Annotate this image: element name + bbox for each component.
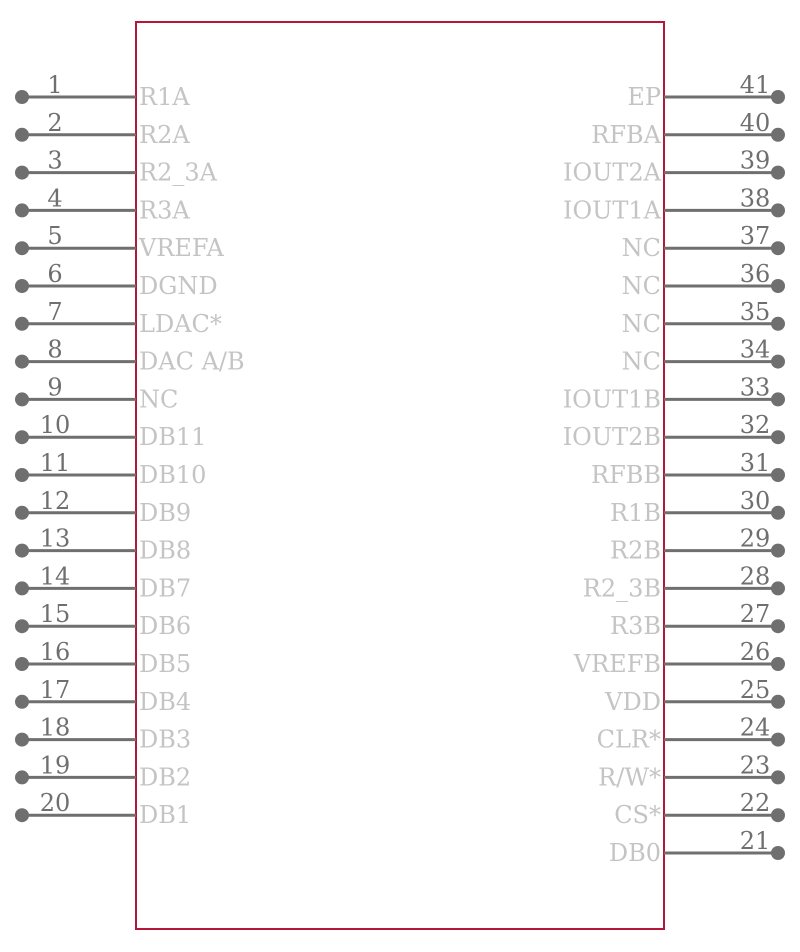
- pin-endpoint-dot: [771, 128, 785, 142]
- pin-endpoint-dot: [771, 430, 785, 444]
- pin-number: 14: [39, 562, 71, 591]
- pin-endpoint-dot: [771, 733, 785, 747]
- pin-name: R2B: [610, 536, 661, 565]
- pin-name: DB11: [139, 423, 207, 452]
- pin-endpoint-dot: [15, 241, 29, 255]
- pin-number: 18: [39, 713, 71, 742]
- pin-name: IOUT1B: [562, 385, 661, 414]
- pin-name: NC: [621, 347, 661, 376]
- pin-number: 13: [39, 524, 71, 553]
- pin-name: R1A: [139, 83, 190, 111]
- pin-endpoint-dot: [771, 468, 785, 482]
- pin-number: 31: [739, 449, 771, 477]
- pin-name: VREFB: [573, 650, 661, 678]
- pin-endpoint-dot: [771, 695, 785, 709]
- pin-number: 16: [39, 638, 71, 666]
- pin-endpoint-dot: [15, 619, 29, 633]
- pin-endpoint-dot: [15, 695, 29, 709]
- pin-number: 40: [739, 108, 771, 137]
- pin-endpoint-dot: [15, 279, 29, 293]
- pin-name: VREFA: [139, 234, 224, 263]
- pin-endpoint-dot: [771, 846, 785, 860]
- pin-name: IOUT2A: [563, 158, 661, 187]
- pin-endpoint-dot: [771, 770, 785, 784]
- pin-name: IOUT2B: [562, 423, 661, 452]
- pin-name: DB2: [139, 763, 192, 792]
- pin-endpoint-dot: [15, 392, 29, 406]
- pin-endpoint-dot: [771, 392, 785, 406]
- pin-endpoint-dot: [771, 279, 785, 293]
- pin-endpoint-dot: [771, 203, 785, 217]
- pin-name: NC: [621, 309, 661, 338]
- pin-name: VDD: [605, 687, 661, 716]
- pin-name: NC: [621, 272, 661, 300]
- pin-name: DB3: [139, 725, 192, 754]
- pin-number: 8: [47, 335, 63, 364]
- pin-name: RFBA: [591, 120, 661, 149]
- pin-number: 7: [47, 297, 63, 326]
- pin-number: 17: [39, 675, 71, 704]
- pin-endpoint-dot: [15, 770, 29, 784]
- pin-endpoint-dot: [15, 203, 29, 217]
- pin-number: 41: [739, 71, 771, 99]
- pin-number: 6: [47, 260, 63, 288]
- pin-number: 1: [47, 71, 63, 99]
- pin-name: R/W*: [598, 763, 661, 792]
- pin-endpoint-dot: [15, 166, 29, 180]
- pin-name: DGND: [139, 272, 218, 300]
- pin-endpoint-dot: [15, 90, 29, 104]
- pin-name: DB9: [139, 498, 192, 527]
- pin-number: 19: [39, 751, 71, 780]
- pin-endpoint-dot: [771, 657, 785, 671]
- pin-endpoint-dot: [15, 128, 29, 142]
- pin-name: EP: [627, 83, 661, 111]
- pin-name: R1B: [610, 498, 661, 527]
- pin-name: LDAC*: [139, 309, 222, 338]
- pin-endpoint-dot: [771, 166, 785, 180]
- pin-name: NC: [139, 385, 179, 414]
- pin-number: 25: [739, 675, 771, 704]
- pin-endpoint-dot: [15, 355, 29, 369]
- pin-endpoint-dot: [15, 468, 29, 482]
- pin-number: 4: [47, 184, 63, 213]
- pin-number: 36: [739, 260, 771, 288]
- pin-endpoint-dot: [771, 581, 785, 595]
- pin-endpoint-dot: [771, 619, 785, 633]
- pin-endpoint-dot: [771, 317, 785, 331]
- pin-name: DB4: [139, 687, 192, 716]
- pin-name: DB7: [139, 574, 192, 603]
- pin-endpoint-dot: [15, 733, 29, 747]
- pin-endpoint-dot: [771, 544, 785, 558]
- pin-name: DB8: [139, 536, 192, 565]
- pin-endpoint-dot: [771, 506, 785, 520]
- pin-endpoint-dot: [15, 317, 29, 331]
- pin-number: 21: [739, 827, 771, 855]
- pin-number: 12: [39, 486, 71, 515]
- pin-number: 32: [739, 411, 771, 440]
- pin-name: CLR*: [596, 725, 661, 754]
- pin-name: R2_3B: [582, 574, 661, 603]
- pin-number: 37: [739, 222, 771, 251]
- pin-number: 38: [739, 184, 771, 213]
- pin-number: 24: [739, 713, 771, 742]
- pin-endpoint-dot: [15, 430, 29, 444]
- pin-number: 2: [47, 108, 63, 137]
- pin-number: 3: [47, 146, 63, 175]
- pin-number: 30: [739, 486, 771, 515]
- pin-number: 10: [39, 411, 71, 440]
- pin-name: R2A: [139, 120, 190, 149]
- pin-name: DB0: [608, 839, 661, 867]
- pin-number: 27: [739, 600, 771, 629]
- pin-endpoint-dot: [15, 506, 29, 520]
- pin-name: R3A: [139, 196, 190, 225]
- pin-number: 26: [739, 638, 771, 666]
- pin-number: 22: [739, 789, 771, 818]
- pin-number: 35: [739, 297, 771, 326]
- pin-number: 11: [39, 449, 71, 477]
- pin-endpoint-dot: [771, 241, 785, 255]
- pin-endpoint-dot: [771, 355, 785, 369]
- pin-name: DAC A/B: [139, 347, 245, 376]
- pin-number: 20: [39, 789, 71, 818]
- pin-name: DB6: [139, 612, 192, 641]
- pin-endpoint-dot: [15, 657, 29, 671]
- pin-endpoint-dot: [771, 90, 785, 104]
- pin-endpoint-dot: [771, 808, 785, 822]
- pin-number: 9: [47, 373, 63, 402]
- pin-endpoint-dot: [15, 544, 29, 558]
- pin-number: 28: [739, 562, 771, 591]
- pin-name: DB1: [139, 801, 192, 830]
- pin-number: 23: [739, 751, 771, 780]
- pin-number: 34: [739, 335, 771, 364]
- pin-endpoint-dot: [15, 581, 29, 595]
- pin-name: RFBB: [591, 461, 661, 489]
- pin-name: R2_3A: [139, 158, 217, 187]
- pin-number: 5: [47, 222, 63, 251]
- pin-number: 33: [739, 373, 771, 402]
- pin-name: DB5: [139, 650, 192, 678]
- pin-name: NC: [621, 234, 661, 263]
- pin-name: IOUT1A: [563, 196, 661, 225]
- pin-number: 39: [739, 146, 771, 175]
- pin-name: DB10: [139, 461, 207, 489]
- pin-name: R3B: [610, 612, 661, 641]
- pin-number: 15: [39, 600, 71, 629]
- pin-endpoint-dot: [15, 808, 29, 822]
- pin-name: CS*: [614, 801, 661, 830]
- pin-number: 29: [739, 524, 771, 553]
